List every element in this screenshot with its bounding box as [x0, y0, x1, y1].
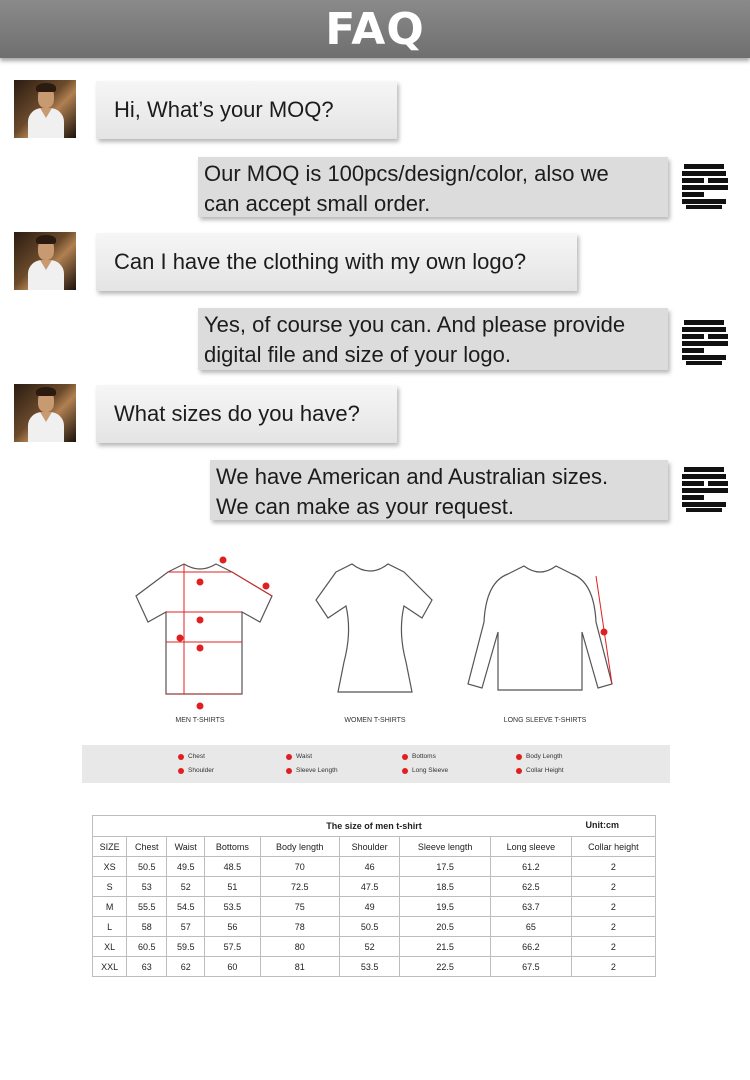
brand-logo-icon: [680, 316, 730, 366]
table-cell: 52: [167, 877, 205, 897]
table-cell: 49.5: [167, 857, 205, 877]
brand-logo-icon: [680, 160, 730, 210]
legend-item: Shoulder: [178, 767, 214, 774]
table-cell: 59.5: [167, 937, 205, 957]
column-header: Waist: [167, 837, 205, 857]
question-bubble: [96, 233, 577, 291]
tshirt-measurement-diagram: [120, 552, 640, 732]
table-cell: 53.5: [205, 897, 261, 917]
table-cell: 50.5: [127, 857, 167, 877]
table-header-row: [93, 837, 656, 857]
bullet-icon: [178, 754, 184, 760]
table-cell: 2: [571, 937, 655, 957]
table-row: [93, 957, 656, 977]
legend-item: Waist: [286, 753, 312, 760]
long-sleeve-tshirt-icon: [468, 566, 612, 690]
brand-logo-icon: [680, 463, 730, 513]
table-cell: 60.5: [127, 937, 167, 957]
table-cell: 60: [205, 957, 261, 977]
table-title-row: [93, 816, 656, 837]
answer-bubble: [210, 460, 668, 520]
table-cell: 53: [127, 877, 167, 897]
customer-avatar: [14, 384, 76, 442]
legend-item: Sleeve Length: [286, 767, 338, 774]
table-cell: 53.5: [339, 957, 399, 977]
women-tshirt-icon: [316, 564, 432, 692]
table-cell: 61.2: [490, 857, 571, 877]
column-header: Body length: [260, 837, 339, 857]
table-cell: 22.5: [400, 957, 491, 977]
table-cell: 46: [339, 857, 399, 877]
table-row: [93, 877, 656, 897]
measurement-legend: [82, 745, 670, 783]
table-row: [93, 917, 656, 937]
table-cell: 50.5: [339, 917, 399, 937]
diagram-caption: WOMEN T-SHIRTS: [344, 717, 406, 724]
diagram-caption: MEN T-SHIRTS: [175, 717, 225, 724]
table-cell: 67.5: [490, 957, 571, 977]
answer-line: can accept small order.: [204, 191, 431, 216]
column-header: Bottoms: [205, 837, 261, 857]
answer-bubble: [198, 157, 668, 217]
answer-line: Yes, of course you can. And please provide: [204, 312, 626, 337]
table-cell: 55.5: [127, 897, 167, 917]
table-cell: 21.5: [400, 937, 491, 957]
table-cell: 62.5: [490, 877, 571, 897]
table-cell: 81: [260, 957, 339, 977]
customer-avatar: [14, 80, 76, 138]
table-cell: XXL: [93, 957, 127, 977]
question-text: Can I have the clothing with my own logo?: [114, 249, 527, 274]
column-header: Shoulder: [339, 837, 399, 857]
column-header: Collar height: [571, 837, 655, 857]
table-cell: 51: [205, 877, 261, 897]
bullet-icon: [516, 768, 522, 774]
column-header: Long sleeve: [490, 837, 571, 857]
answer-line: We have American and Australian sizes.: [216, 464, 609, 489]
page-title: FAQ: [325, 3, 425, 55]
table-cell: 70: [260, 857, 339, 877]
table-cell: 75: [260, 897, 339, 917]
table-cell: 56: [205, 917, 261, 937]
table-cell: 18.5: [400, 877, 491, 897]
bullet-icon: [286, 768, 292, 774]
legend-item: Collar Height: [516, 767, 564, 774]
table-cell: 80: [260, 937, 339, 957]
table-cell: 63: [127, 957, 167, 977]
table-row: [93, 897, 656, 917]
faq-header: [0, 0, 750, 58]
bullet-icon: [516, 754, 522, 760]
table-cell: 57.5: [205, 937, 261, 957]
legend-item: Chest: [178, 753, 205, 760]
question-text: Hi, What’s your MOQ?: [114, 97, 334, 122]
table-row: [93, 937, 656, 957]
table-cell: 20.5: [400, 917, 491, 937]
question-text: What sizes do you have?: [114, 401, 360, 426]
column-header: Sleeve length: [400, 837, 491, 857]
table-cell: 2: [571, 877, 655, 897]
table-cell: 72.5: [260, 877, 339, 897]
size-table: [92, 815, 656, 977]
table-cell: 65: [490, 917, 571, 937]
table-cell: 2: [571, 917, 655, 937]
table-cell: 49: [339, 897, 399, 917]
question-bubble: [96, 385, 397, 443]
table-cell: 19.5: [400, 897, 491, 917]
bullet-icon: [402, 768, 408, 774]
bullet-icon: [178, 768, 184, 774]
table-title: The size of men t-shirt: [326, 821, 422, 831]
legend-item: Bottoms: [402, 753, 436, 760]
table-cell: 48.5: [205, 857, 261, 877]
table-cell: 54.5: [167, 897, 205, 917]
table-cell: 62: [167, 957, 205, 977]
diagram-caption: LONG SLEEVE T-SHIRTS: [503, 717, 587, 724]
table-cell: 47.5: [339, 877, 399, 897]
table-title-cell: [93, 816, 656, 837]
table-cell: 58: [127, 917, 167, 937]
table-cell: S: [93, 877, 127, 897]
table-cell: L: [93, 917, 127, 937]
table-cell: 2: [571, 957, 655, 977]
table-cell: XL: [93, 937, 127, 957]
table-cell: 63.7: [490, 897, 571, 917]
table-cell: 78: [260, 917, 339, 937]
column-header: SIZE: [93, 837, 127, 857]
answer-line: We can make as your request.: [216, 494, 514, 519]
table-unit: Unit:cm: [585, 820, 619, 830]
bullet-icon: [286, 754, 292, 760]
legend-item: Long Sleeve: [402, 767, 448, 774]
bullet-icon: [402, 754, 408, 760]
table-cell: XS: [93, 857, 127, 877]
customer-avatar: [14, 232, 76, 290]
question-bubble: [96, 81, 397, 139]
table-row: [93, 857, 656, 877]
column-header: Chest: [127, 837, 167, 857]
table-cell: 57: [167, 917, 205, 937]
answer-line: digital file and size of your logo.: [204, 342, 511, 367]
table-cell: M: [93, 897, 127, 917]
table-cell: 52: [339, 937, 399, 957]
table-cell: 2: [571, 857, 655, 877]
table-cell: 66.2: [490, 937, 571, 957]
answer-line: Our MOQ is 100pcs/design/color, also we: [204, 161, 609, 186]
answer-bubble: [198, 308, 668, 370]
table-cell: 17.5: [400, 857, 491, 877]
legend-item: Body Length: [516, 753, 563, 760]
table-cell: 2: [571, 897, 655, 917]
